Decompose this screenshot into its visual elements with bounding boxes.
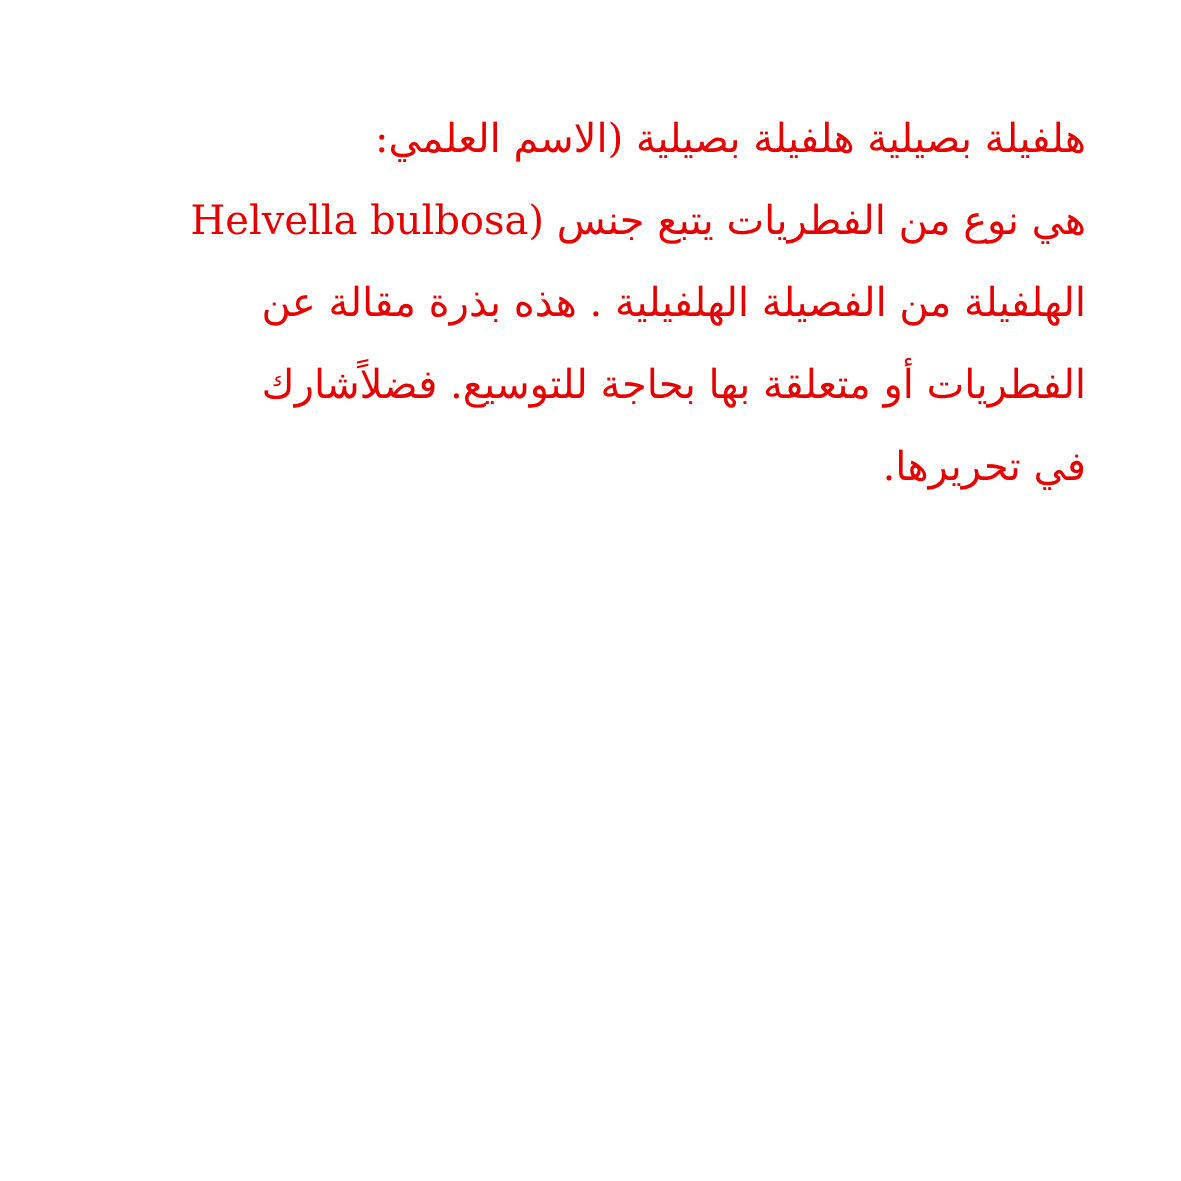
text-line: هلفيلة بصيلية هلفيلة بصيلية (الاسم العلمي:	[375, 116, 1086, 162]
text-line: Helvella bulbosa) هي نوع من الفطريات يتبع جنس	[190, 198, 1086, 244]
article-stub-text	[111, 98, 1086, 508]
text-line: الفطريات أو متعلقة بها بحاجة للتوسيع. فضلاًشارك	[261, 362, 1086, 408]
text-line: في تحريرها.	[882, 444, 1086, 490]
text-line: الهلفيلة من الفصيلة الهلفيلية . هذه بذرة مقالة عن	[261, 280, 1086, 326]
